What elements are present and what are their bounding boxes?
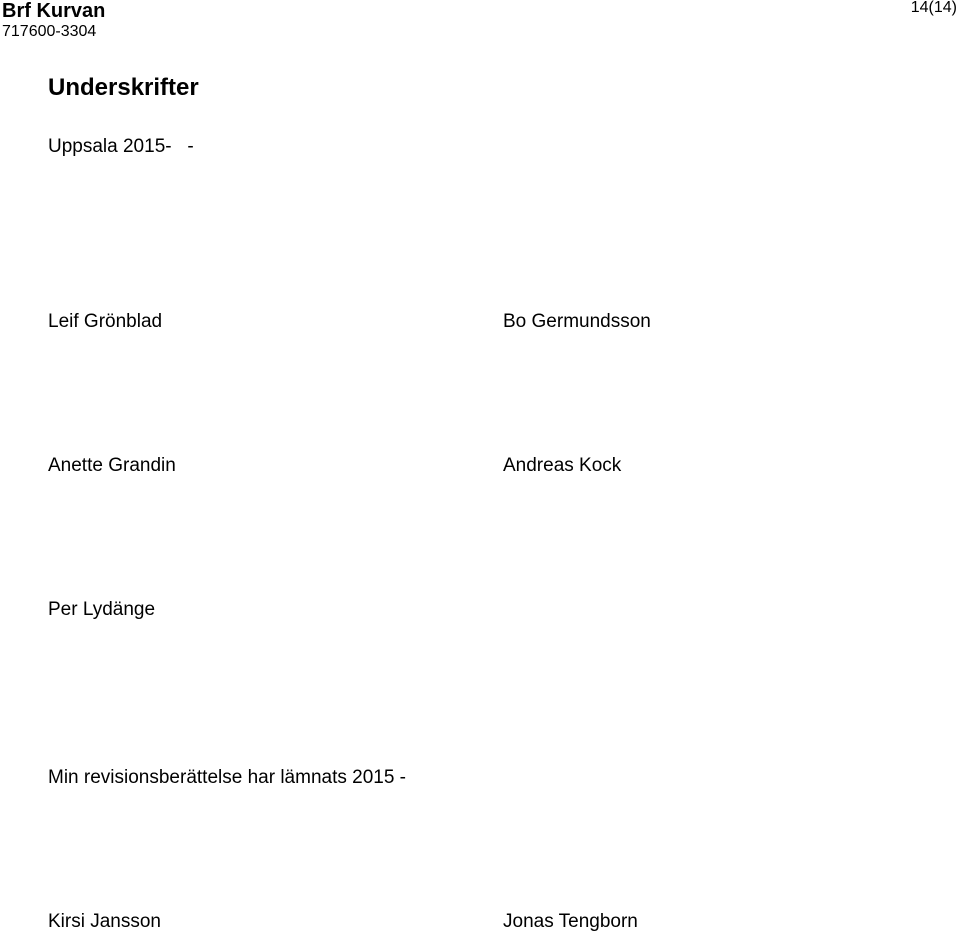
signatory-name: Per Lydänge (48, 599, 156, 620)
auditor-name: Kirsi Jansson (48, 911, 161, 932)
audit-statement: Min revisionsberättelse har lämnats 2015 - (48, 767, 407, 788)
signatory-name: Anette Grandin (48, 455, 176, 476)
signatory-name: Andreas Kock (503, 455, 622, 476)
section-heading: Underskrifter (48, 74, 199, 101)
signatory-name: Bo Germundsson (503, 311, 651, 332)
organization-name: Brf Kurvan (2, 0, 106, 22)
signatory-name: Leif Grönblad (48, 311, 163, 332)
organization-number: 717600-3304 (2, 23, 97, 40)
auditor-name: Jonas Tengborn (503, 911, 638, 932)
place-date-line: Uppsala 2015- - (48, 136, 194, 157)
page-number: 14(14) (910, 0, 957, 16)
